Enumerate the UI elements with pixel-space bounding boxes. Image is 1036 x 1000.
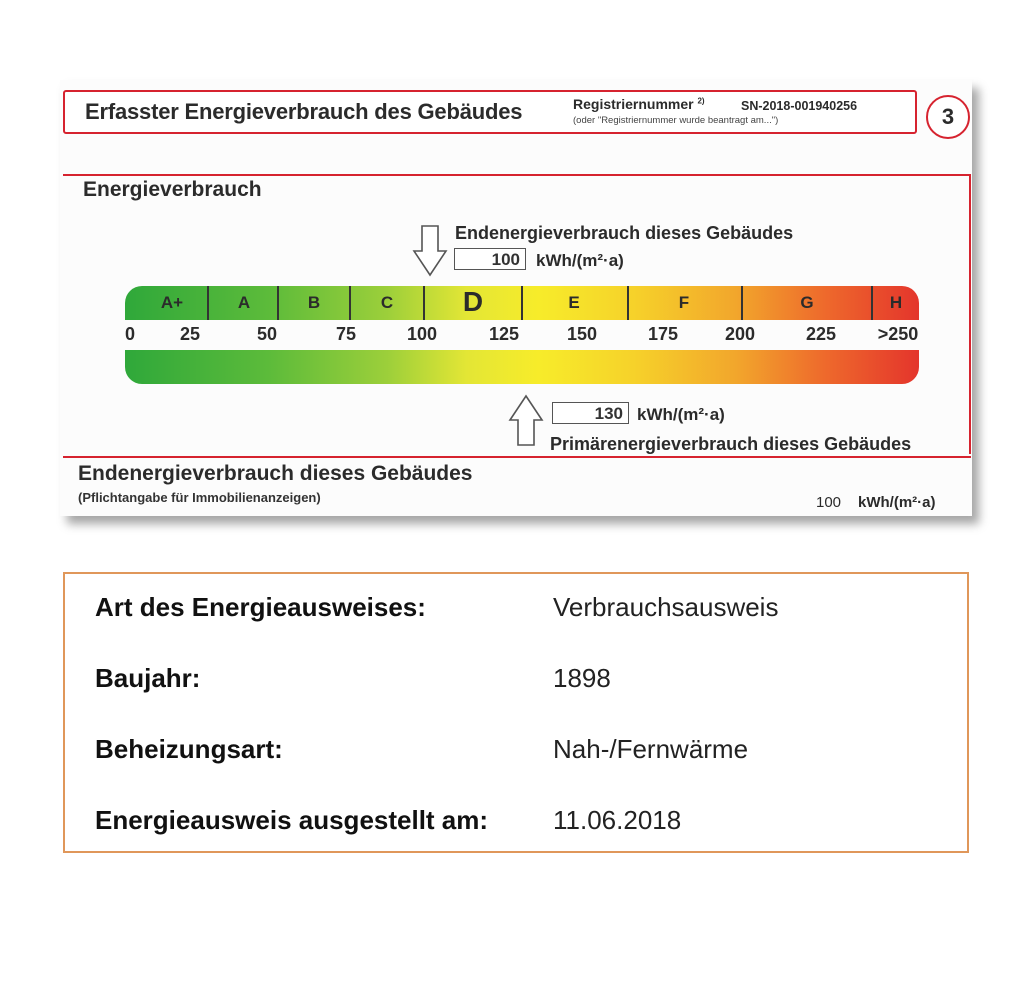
class-label: C <box>380 293 394 312</box>
class-label: E <box>568 293 580 312</box>
class-label: G <box>800 293 814 312</box>
end-energy-label: Endenergieverbrauch dieses Gebäudes <box>455 223 794 243</box>
section-border-right <box>969 174 971 454</box>
registration-number: SN-2018-001940256 <box>741 99 858 113</box>
scale-tick: >250 <box>877 324 919 344</box>
section-divider <box>63 174 971 176</box>
scale-tick: 25 <box>179 324 201 344</box>
primary-energy-arrow-icon <box>508 394 544 446</box>
end-energy-unit: kWh/(m²·a) <box>536 251 624 270</box>
section-title: Energieverbrauch <box>83 178 262 201</box>
energy-certificate <box>60 80 972 516</box>
efficiency-class-bar <box>125 286 919 320</box>
primary-energy-value: 130 <box>552 402 629 424</box>
scale-tick: 50 <box>256 324 278 344</box>
footer-title: Endenergieverbrauch dieses Gebäudes <box>78 462 473 485</box>
scale-tick: 0 <box>124 324 136 344</box>
footer-divider <box>63 456 971 458</box>
class-label: H <box>889 293 903 312</box>
footer-note: (Pflichtangabe für Immobilienanzeigen) <box>78 490 321 505</box>
info-label: Beheizungsart: <box>95 734 283 764</box>
registration-note: (oder "Registriernummer wurde beantragt am...") <box>573 115 779 126</box>
scale-tick: 125 <box>488 324 520 344</box>
info-value: Verbrauchsausweis <box>553 592 779 622</box>
scale-tick: 100 <box>406 324 438 344</box>
end-energy-arrow-icon <box>412 225 448 277</box>
registration-footnote-mark: 2) <box>697 96 705 106</box>
info-label: Energieausweis ausgestellt am: <box>95 805 489 835</box>
certificate-title: Erfasster Energieverbrauch des Gebäudes <box>85 99 523 124</box>
end-energy-value: 100 <box>454 248 526 270</box>
primary-energy-label: Primärenergieverbrauch dieses Gebäudes <box>550 434 912 454</box>
class-label-highlighted: D <box>462 286 484 317</box>
certificate-info-box <box>63 572 969 853</box>
info-value: 1898 <box>553 663 611 693</box>
primary-energy-unit: kWh/(m²·a) <box>637 405 725 424</box>
certificate-header <box>63 90 917 134</box>
info-value: 11.06.2018 <box>553 805 682 835</box>
info-label: Baujahr: <box>95 663 201 693</box>
info-value: Nah-/Fernwärme <box>553 734 749 764</box>
class-label: A <box>237 293 251 312</box>
scale-tick: 75 <box>335 324 357 344</box>
footer-unit: kWh/(m²·a) <box>858 494 936 511</box>
class-label: F <box>678 293 690 312</box>
footer-value: 100 <box>816 494 842 511</box>
info-label: Art des Energieausweises: <box>95 592 426 622</box>
scale-tick: 225 <box>805 324 837 344</box>
scale-tick: 175 <box>647 324 679 344</box>
energy-gradient-bar <box>125 350 919 384</box>
scale-tick: 150 <box>566 324 598 344</box>
class-label: B <box>307 293 321 312</box>
page-number: 3 <box>926 95 970 139</box>
scale-tick: 200 <box>724 324 756 344</box>
class-label: A+ <box>160 293 184 312</box>
registration-label: Registriernummer $^{2)}$ <box>573 96 705 112</box>
